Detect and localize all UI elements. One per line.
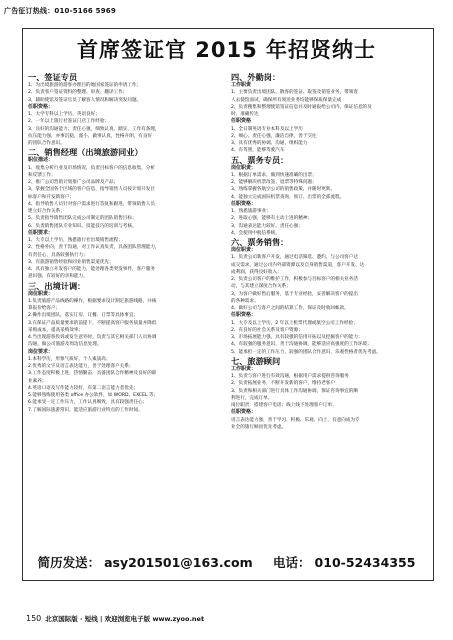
left-column (28, 72, 222, 414)
left-text-line: 建立好合作关系； (28, 209, 65, 214)
right-subheading: 工作职责： (231, 365, 257, 372)
right-text-line: 2、负责公司客户的维护工作，积极参与目标客户的相关业务活 (231, 277, 358, 282)
right-subheading: 工作职责 (231, 82, 252, 88)
right-subheading: 任职资格： (231, 200, 257, 207)
right-text-line: 4、会使用中航信系统。 (231, 230, 280, 236)
left-text-line: 4、具有独立开发客户的能力，能处理各类突发事件，客户服务 (28, 267, 155, 272)
left-text-line: 2、一年以上旅行社签证门店工作经验； (28, 119, 110, 125)
left-text-line: 2.操作出境团队，落实订房、订餐、订票等具体事宜； (28, 313, 139, 319)
left-text-line: 采购成本，提高采购效率； (28, 327, 84, 333)
right-subheading: 岗位职责： (231, 164, 257, 171)
left-subheading: 岗位职责： (28, 290, 54, 297)
email-address[interactable]: asy201501@163.com (104, 555, 253, 570)
right-text-line: 岗位职责：搭建客户电话；线上线下处理客户订单。 (231, 403, 337, 408)
left-text-line: 标客户和开发新客户； (28, 194, 74, 200)
left-text-line: 3、掌握全国各个区域的客户信息，指导销售人员按计划开发目 (28, 187, 155, 193)
right-section-heading: 六、票务销售： (231, 237, 289, 247)
right-text-line: 1、负责公司新客户开发，通过电话筛选、邀约，与公司客户达 (231, 255, 358, 261)
left-text-line: 7.了解国际旅游常识，能适应旅游行业特点的工作时间。 (28, 407, 143, 413)
right-column (231, 72, 427, 431)
left-text-line: 的团队合作意识。 (28, 141, 65, 146)
right-text-line: 3、市场拓展能力强，具有较强的信用开拓以及挖掘客户的能力； (231, 335, 363, 340)
left-text-line: 1、大专以上学历，熟悉旅行社出境销售流程； (28, 238, 123, 243)
right-subheading: 任职资格： (231, 312, 257, 319)
right-text-line: 利进行，完成订单。 (231, 395, 273, 401)
right-text-line: 语言表达能力强，善于学习，积极、乐观、向上，有意向成为专 (231, 417, 360, 423)
right-text-line: 5、能承担一定的工作压力，较强的团队合作意识，乐观性格者优先考虑。 (231, 349, 381, 355)
right-text-line: 3、沟通表达能力较好，责任心强； (231, 223, 303, 229)
right-text-line: 2、有良好的社会关系及客户资源； (231, 327, 303, 333)
left-section-heading: 一、签证专员 (28, 72, 78, 82)
right-text-line: 1、负责与客户进行有效沟通，根据用户需求提供咨询服务 (231, 374, 349, 379)
right-text-line: 2、负责拓展业务，不断开发新的客户，维持老客户 (231, 381, 335, 387)
right-text-line: 成利润，获得良好收入； (231, 269, 282, 275)
left-text-line: 1、为出境旅游的游客办理目的地国家签证的申请工作； (28, 83, 142, 88)
left-subheading: 任职资格： (28, 103, 54, 110)
right-text-line: 4、做好公司与客户之间的结算工作，保证及时收回帐款。 (231, 306, 349, 311)
left-text-line: 业素养； (28, 378, 47, 384)
left-section-heading: 二、销售经理（出境旅游同业） (28, 147, 143, 158)
right-text-line: 2、进取心强，能够有主动上进的精神； (231, 216, 313, 222)
right-text-line: 4、有驾照，能够驾驶汽车 (231, 148, 285, 154)
left-subheading: 职位描述： (28, 157, 54, 164)
left-text-line: 算报价给客户； (28, 306, 61, 311)
right-text-line: 3、负责和相关部门进行具体工作沟通协调，保证咨询事宜的顺 (231, 388, 358, 394)
right-text-line: 1、根据订单需求，做到快速准确的出票； (231, 172, 317, 178)
left-text-line: 意识强，有较好的亲和能力。 (28, 274, 88, 280)
left-subheading: 岗位要求： (28, 348, 54, 355)
left-text-line: 和反馈工作； (28, 172, 56, 178)
right-section-heading: 五、票务专员： (231, 154, 289, 165)
phone-number[interactable]: 010-52434355 (314, 555, 416, 570)
right-text-line: 的各种需求； (231, 298, 259, 304)
right-text-line: 3、为客户做好售后服务，基于专业经验，妥善解决客户的提出 (231, 291, 358, 297)
right-text-line: 成交需求，通过公司内外部资源以及自身销售渠道，客户开发、达 (231, 262, 365, 268)
contact-line (0, 553, 453, 571)
left-text-line: 5、负责指导销售团队完成公司制定的团队销售目标； (28, 216, 137, 222)
resume-label: 简历发送： (37, 555, 101, 570)
phone-label: 电话： (273, 555, 311, 570)
left-text-line: 3、辅助使馆及签证官员了解客人情况和解决突发问题。 (28, 97, 142, 103)
left-text-line: 5.能够熟练使用各类 office 办公软件，如 WORD、EXCEL 等； (28, 393, 159, 398)
left-text-line: 4.英语口语及写作能力较好，有第二语言能力者优先； (28, 385, 139, 391)
left-text-line: 2、负责客户签证资料的整理、审查、翻译工作； (28, 90, 128, 96)
left-text-line: 6.能承受一定工作压力，工作认真细致，具有较强责任心； (28, 400, 148, 406)
left-text-line: 3、有旅游销售经验和同业销售渠道优先； (28, 259, 114, 265)
left-section-heading: 三、出境计调： (28, 280, 86, 291)
right-text-line: 3、熟练掌握各航空公司的销售政策，并随时更新。 (231, 187, 335, 193)
right-text-line: 1、全日制英语专业本科及以上学历 (231, 126, 303, 132)
left-text-line: 有责任心，具备较强执行力； (28, 252, 88, 258)
right-text-line: 动，与其建立深度合作关系； (231, 284, 291, 290)
left-text-line: 6、负责销售团队专业知识、技能技巧的培训与考核。 (28, 223, 137, 229)
right-subheading: 任职资格 (231, 118, 252, 125)
right-text-line: 1、大专及以上学历，2 年以上机票代理或航空公司工作经验； (231, 320, 358, 326)
left-text-line: 2、性格外向，善于沟通，对工作认真负责，具备团队管理能力， (28, 245, 160, 251)
right-text-line: 4、能独立完成国际机票查询、预订、出票的全部流程。 (231, 194, 345, 200)
left-text-line: 1、收集分析行业及市场情况，负责目标客户的信息收集、分析 (28, 165, 155, 171)
left-text-line: 1.负责旅游产品线路的操作，根据要求设计制定旅游线路，并核 (28, 298, 157, 304)
right-subheading: 岗位职责： (231, 247, 257, 253)
left-text-line: 3、良好的沟通能力；责任心强，细致认真，踏实，工作有条理， (28, 126, 160, 132)
right-text-line: 2、负责搜集和整理使馆签证信息并及时通报给公司内，保证信息的及 (231, 104, 372, 110)
page-footer (26, 614, 204, 623)
left-text-line: 4.当出现游客投诉或发生意外时，负责与其它相关部门人员协调 (28, 335, 157, 340)
left-text-line: 抗压能力强，亦事沉稳，谨小、做事认真，性格开朗，有良好 (28, 133, 153, 139)
right-subheading: 任职资格： (231, 409, 257, 416)
page-title: 首席签证官 2015 年招贤纳士 (76, 38, 377, 62)
right-text-line: 4、有较强的服务意识，善于沟通协调，能够适应高强度的工作环境； (231, 342, 372, 348)
right-text-line: 3、具有优秀的协调、沟通、组织能力 (231, 141, 308, 146)
right-text-line: 2、能够解决机票改签、退票等特殊问题； (231, 180, 317, 185)
right-text-line: 人去使馆面试，确保所有须送业务均能够保质保量完成 (231, 97, 342, 103)
right-text-line: 1、熟悉旅游事业； (231, 209, 271, 214)
left-text-line: 沟通，做公司旅游及周边信息处理。 (28, 342, 102, 348)
right-section-heading: 四、外勤岗： (231, 72, 281, 82)
ad-hotline: 广告征订热线：010-5166 5969 (4, 7, 116, 15)
page-number: 150 (26, 614, 42, 623)
right-text-line: 2、细心、责任心强，廉洁自律，善于交往 (231, 133, 317, 139)
footer-text: 北京国际版 · 短线 | 欢迎浏览电子版 www.zyoo.net (45, 615, 205, 623)
left-subheading: 任职要求： (28, 229, 54, 236)
right-text-line: 时、准确传达 (231, 112, 259, 117)
left-text-line: 4、指导销售人员针对客户需求进行答复和跟进，带领销售人员 (28, 201, 155, 207)
right-section-heading: 七、旅游顾问 (231, 355, 281, 366)
left-text-line: 1.本科学历，形象气质好，个人素质高； (28, 356, 111, 362)
left-text-line: 3.工作态度积极上进，热情勤奋，具备团队合作精神及良好的职 (28, 371, 157, 377)
left-text-line: 2、推广公司营销计划推广公司品牌及产品； (28, 180, 119, 185)
left-text-line: 1、大学专科以上学历，英语良好； (28, 112, 100, 117)
left-text-line: 2.优秀的文字及语言表达能力，善于处理客户关系； (28, 364, 134, 369)
right-text-line: 1、主要负责出境团队、散客的签证、取签及销签业务，带领客 (231, 90, 358, 96)
right-text-line: 业全的旅行顾问优先考虑。 (231, 424, 287, 430)
left-text-line: 3.在保证产品质量要求的前提下，不断提高客户服务质量并降低 (28, 320, 157, 326)
